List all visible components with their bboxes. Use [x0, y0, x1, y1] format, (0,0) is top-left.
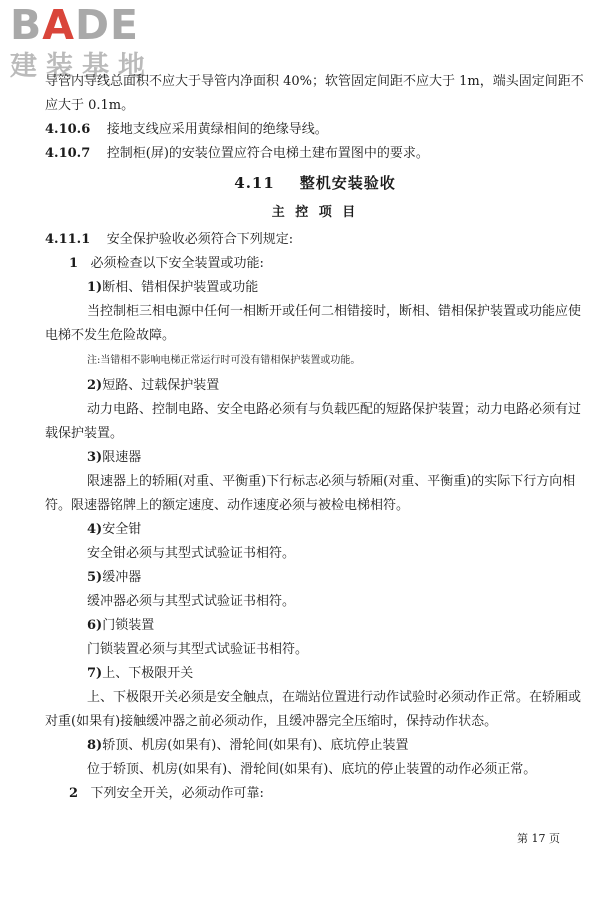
item-1: 1 必须检查以下安全装置或功能: — [69, 256, 264, 271]
logo-chinese: 建装基地 — [10, 51, 154, 82]
logo-latin: BADE — [10, 1, 140, 49]
heading-7: 7)上、下极限开关 — [87, 666, 194, 681]
heading-6: 6)门锁装置 — [87, 618, 155, 633]
text-7: 上、下极限开关必须是安全触点，在端站位置进行动作试验时必须动作正常。在轿厢或对重(如果有)接触缓冲器之前必须动作，且缓冲器完全压缩时，保持动作状态。 — [45, 690, 582, 729]
heading-5: 5)缓冲器 — [87, 570, 142, 585]
heading-8: 8)轿顶、机房(如果有)、滑轮间(如果有)、底坑停止装置 — [87, 738, 409, 753]
item-2: 2 下列安全开关，必须动作可靠: — [69, 786, 264, 801]
heading-1: 1)断相、错相保护装置或功能 — [87, 280, 259, 295]
section-title: 4.11 整机安装验收 — [234, 174, 396, 192]
text-1: 当控制柜三相电源中任何一相断开或任何二相错接时，断相、错相保护装置或功能应使电梯不发生危险故障。 — [45, 304, 582, 343]
note: 注:当错相不影响电梯正常运行时可没有错相保护装置或功能。 — [87, 355, 361, 366]
text-3: 限速器上的轿厢(对重、平衡重)下行标志必须与轿厢(对重、平衡重)的实际下行方向相符。限速器铭牌上的额定速度、动作速度必须与被检电梯相符。 — [45, 474, 576, 513]
clause-4-11-1: 4.11.1 安全保护验收必须符合下列规定: — [45, 232, 294, 247]
text-2: 动力电路、控制电路、安全电路必须有与负载匹配的短路保护装置；动力电路必须有过载保护装置。 — [45, 402, 582, 441]
clause-4-10-6: 4.10.6 接地支线应采用黄绿相间的绝缘导线。 — [45, 122, 328, 137]
clause-4-10-7: 4.10.7 控制柜(屏)的安装位置应符合电梯土建布置图中的要求。 — [45, 146, 429, 161]
heading-4: 4)安全钳 — [87, 522, 142, 537]
text-6: 门锁装置必须与其型式试验证书相符。 — [87, 642, 309, 657]
text-5: 缓冲器必须与其型式试验证书相符。 — [87, 594, 296, 609]
text-8: 位于轿顶、机房(如果有)、滑轮间(如果有)、底坑的停止装置的动作必须正常。 — [87, 762, 537, 777]
document-body — [45, 70, 585, 806]
heading-2: 2)短路、过载保护装置 — [87, 378, 220, 393]
heading-3: 3)限速器 — [87, 450, 142, 465]
paragraph-conduit: 导管内导线总面积不应大于导管内净面积 40%；软管固定间距不应大于 1m，端头固定间距不应大于 0.1m。 — [45, 74, 584, 113]
text-4: 安全钳必须与其型式试验证书相符。 — [87, 546, 296, 561]
section-subtitle: 主 控 项 目 — [271, 205, 359, 220]
page-number: 第 17 页 — [517, 832, 560, 845]
